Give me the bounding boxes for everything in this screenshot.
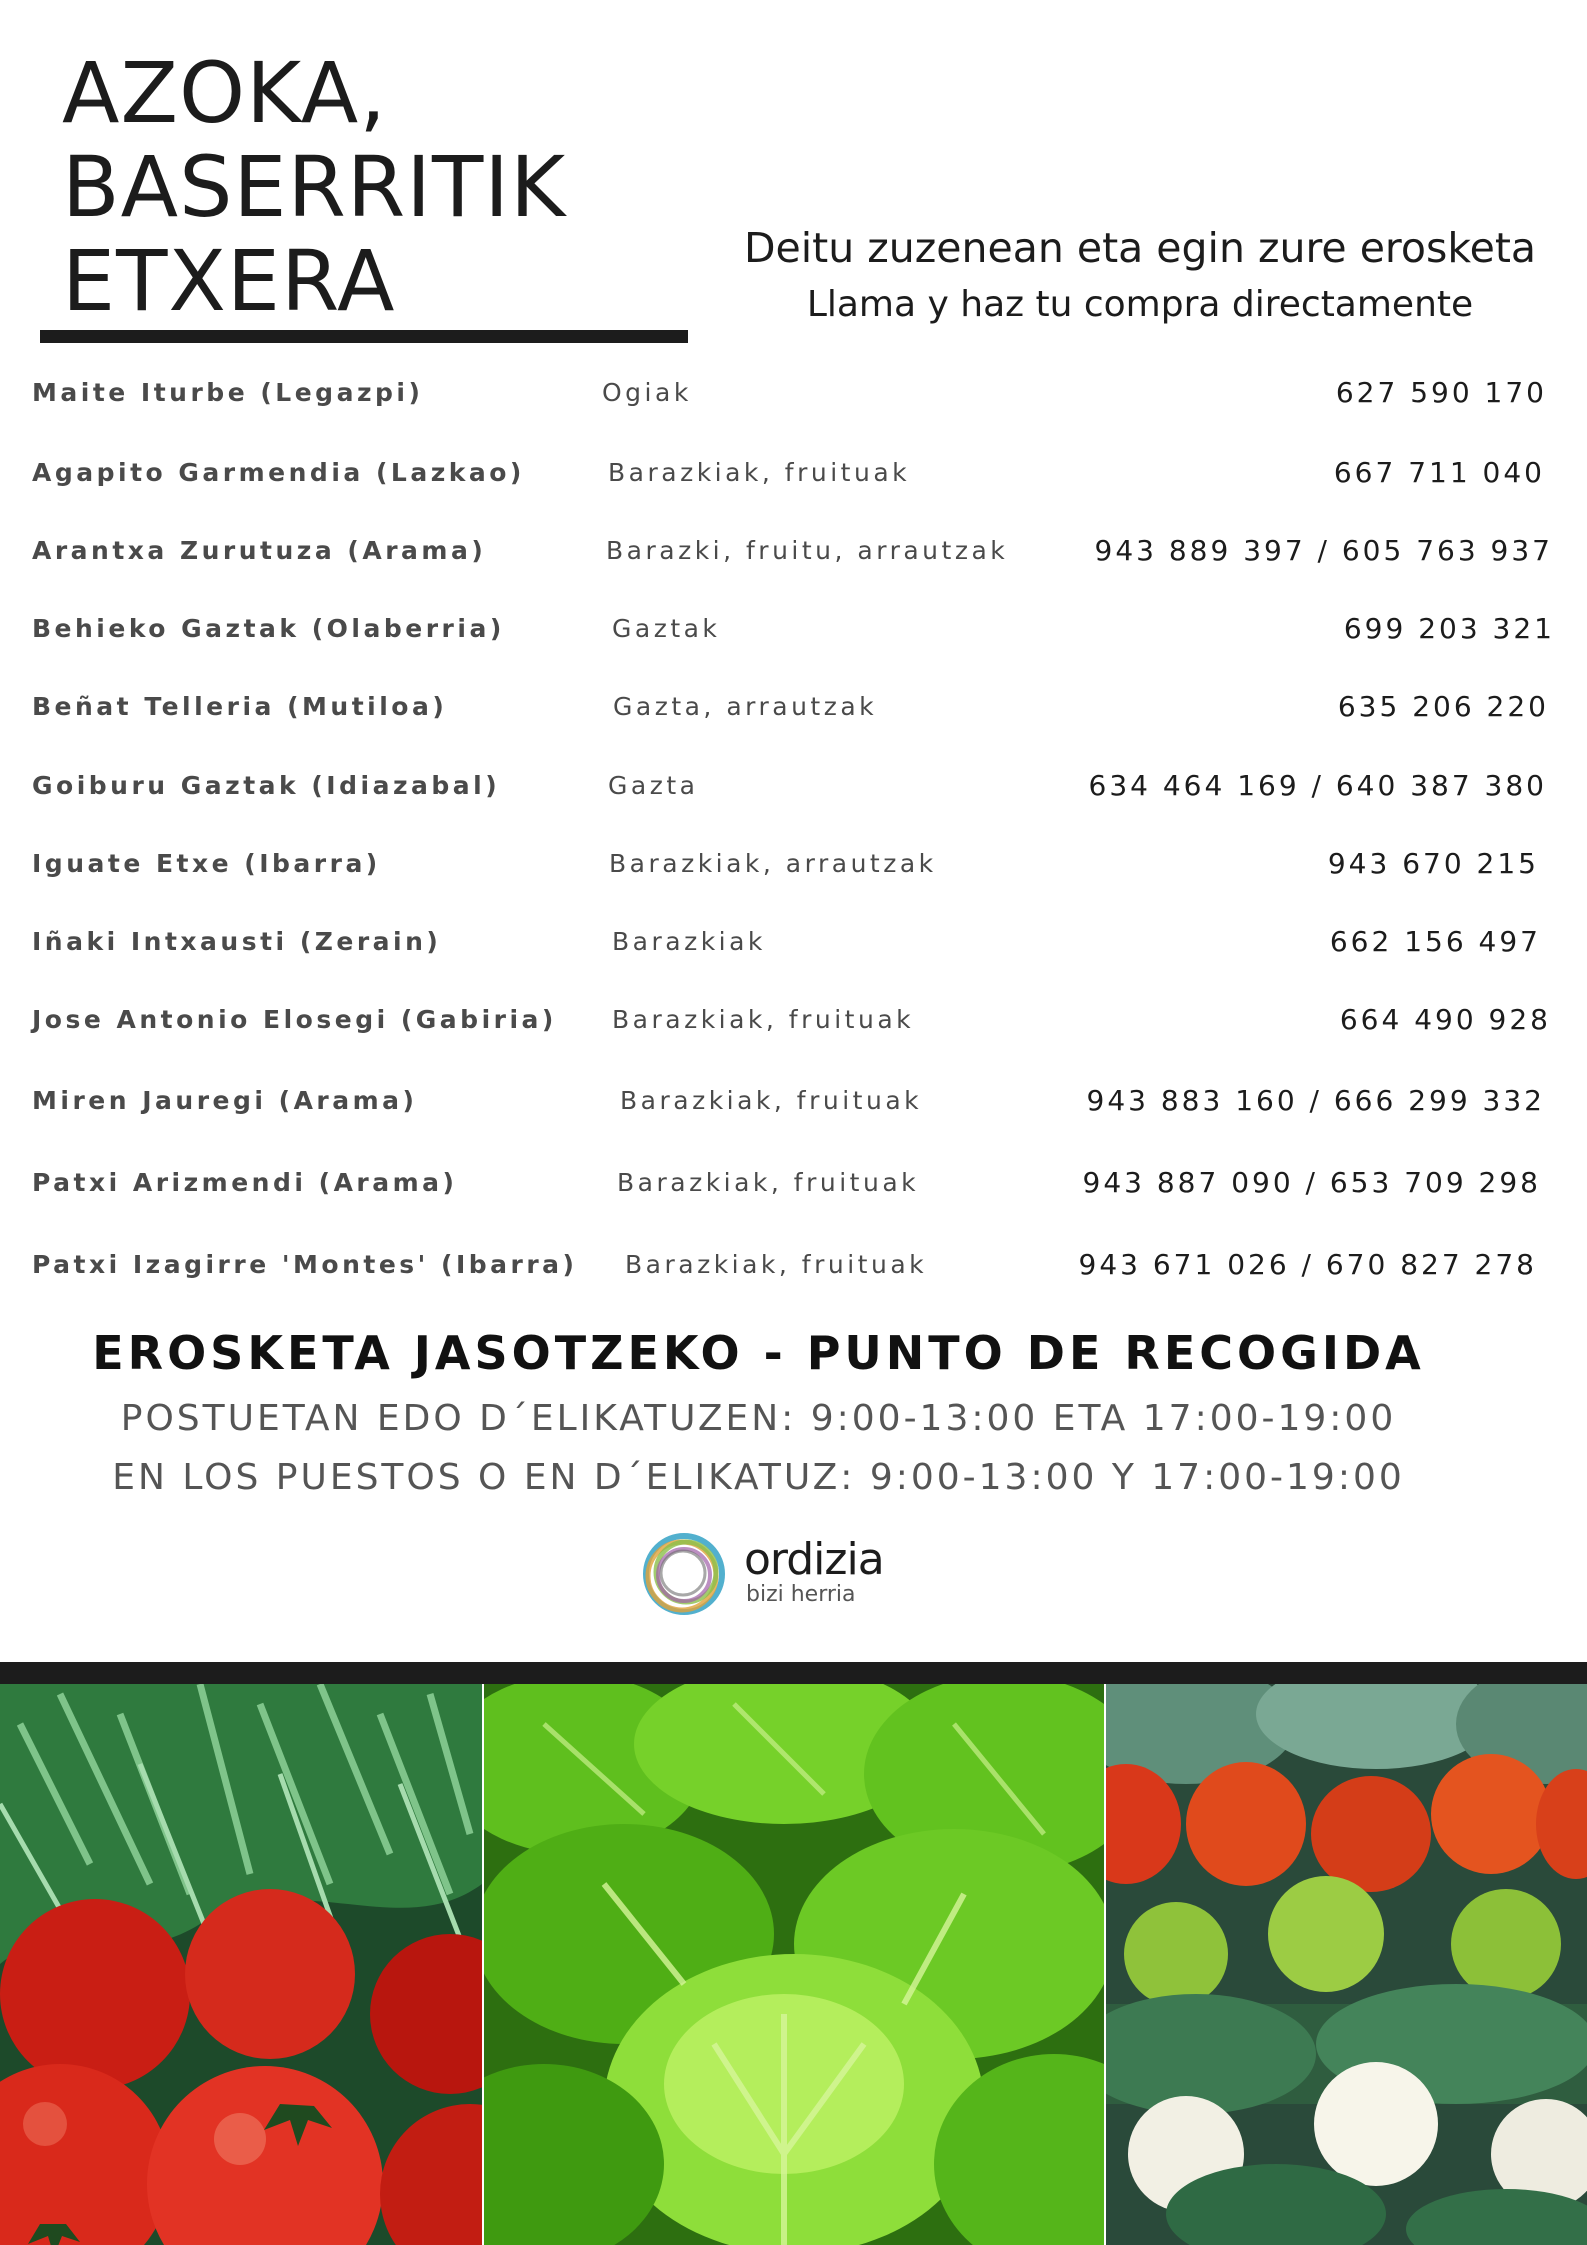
vendor-row (0, 1086, 1587, 1126)
title-underline (40, 330, 688, 343)
title-line: AZOKA, (62, 44, 387, 142)
vendor-row (0, 1250, 1587, 1290)
vendor-products: Ogiak (602, 378, 692, 407)
lettuce-photo (484, 1684, 1104, 2245)
vendor-name: Beñat Telleria (Mutiloa) (32, 692, 448, 721)
logo-wordmark: ordizia (744, 1534, 884, 1585)
vendor-phone: 635 206 220 (1337, 690, 1549, 723)
vendor-phone: 943 887 090 / 653 709 298 (1082, 1166, 1541, 1199)
vendor-name: Miren Jauregi (Arama) (32, 1086, 418, 1115)
vendor-row (0, 378, 1587, 418)
vendor-phone: 634 464 169 / 640 387 380 (1088, 769, 1547, 802)
subtitle-basque: Deitu zuzenean eta egin zure erosketa (743, 224, 1537, 272)
vendor-products: Gazta, arrautzak (613, 692, 878, 721)
ordizia-ring-icon (636, 1526, 732, 1622)
vendor-products: Barazkiak, fruituak (625, 1250, 928, 1279)
vendor-phone: 943 889 397 / 605 763 937 (1094, 534, 1553, 567)
vendor-name: Iñaki Intxausti (Zerain) (32, 927, 442, 956)
vendor-name: Goiburu Gaztak (Idiazabal) (32, 771, 501, 800)
vendor-name: Behieko Gaztak (Olaberria) (32, 614, 505, 643)
vendor-products: Barazkiak, fruituak (608, 458, 911, 487)
vendor-products: Barazkiak (612, 927, 766, 956)
vendor-name: Agapito Garmendia (Lazkao) (32, 458, 525, 487)
vendor-name: Iguate Etxe (Ibarra) (32, 849, 381, 878)
vendor-row (0, 614, 1587, 654)
vendor-name: Jose Antonio Elosegi (Gabiria) (32, 1005, 557, 1034)
title-line: BASERRITIK (62, 138, 567, 236)
vendor-row (0, 536, 1587, 576)
vendor-name: Patxi Arizmendi (Arama) (32, 1168, 458, 1197)
subtitle-spanish: Llama y haz tu compra directamente (806, 284, 1474, 325)
pickup-title: EROSKETA JASOTZEKO - PUNTO DE RECOGIDA (92, 1326, 1425, 1380)
vendor-products: Gazta (608, 771, 699, 800)
vendor-name: Maite Iturbe (Legazpi) (32, 378, 424, 407)
vendor-row (0, 458, 1587, 498)
vendor-phone: 664 490 928 (1339, 1003, 1551, 1036)
pickup-hours-basque: POSTUETAN EDO D´ELIKATUZEN: 9:00-13:00 ETA 17:00-19:00 (120, 1398, 1397, 1439)
vendor-phone: 943 671 026 / 670 827 278 (1078, 1248, 1537, 1281)
pumpkins-cauliflower-photo (1106, 1684, 1587, 2245)
tomatoes-photo (0, 1684, 482, 2245)
vendor-name: Patxi Izagirre 'Montes' (Ibarra) (32, 1250, 578, 1279)
title-line: ETXERA (62, 232, 396, 330)
logo-tagline: bizi herria (746, 1582, 856, 1607)
vendor-products: Barazkiak, fruituak (612, 1005, 915, 1034)
ordizia-logo (636, 1524, 896, 1616)
vendor-row (0, 1005, 1587, 1045)
page-title (62, 46, 566, 328)
vendor-products: Barazkiak, fruituak (620, 1086, 923, 1115)
pickup-hours-spanish: EN LOS PUESTOS O EN D´ELIKATUZ: 9:00-13:00 Y 17:00-19:00 (112, 1457, 1405, 1498)
vendor-products: Barazkiak, fruituak (617, 1168, 920, 1197)
vendor-products: Gaztak (612, 614, 721, 643)
vendor-phone: 662 156 497 (1329, 925, 1541, 958)
footer-band (0, 1662, 1587, 1684)
vendor-phone: 943 883 160 / 666 299 332 (1086, 1084, 1545, 1117)
vendor-phone: 667 711 040 (1333, 456, 1545, 489)
vendor-name: Arantxa Zurutuza (Arama) (32, 536, 487, 565)
vendor-products: Barazki, fruitu, arrautzak (606, 536, 1009, 565)
vendor-phone: 943 670 215 (1327, 847, 1539, 880)
vendor-row (0, 927, 1587, 967)
vendor-row (0, 692, 1587, 732)
vendor-row (0, 849, 1587, 889)
vendor-row (0, 771, 1587, 811)
vendor-phone: 699 203 321 (1343, 612, 1555, 645)
vendor-products: Barazkiak, arrautzak (609, 849, 937, 878)
vendor-phone: 627 590 170 (1335, 376, 1547, 409)
vendor-row (0, 1168, 1587, 1208)
